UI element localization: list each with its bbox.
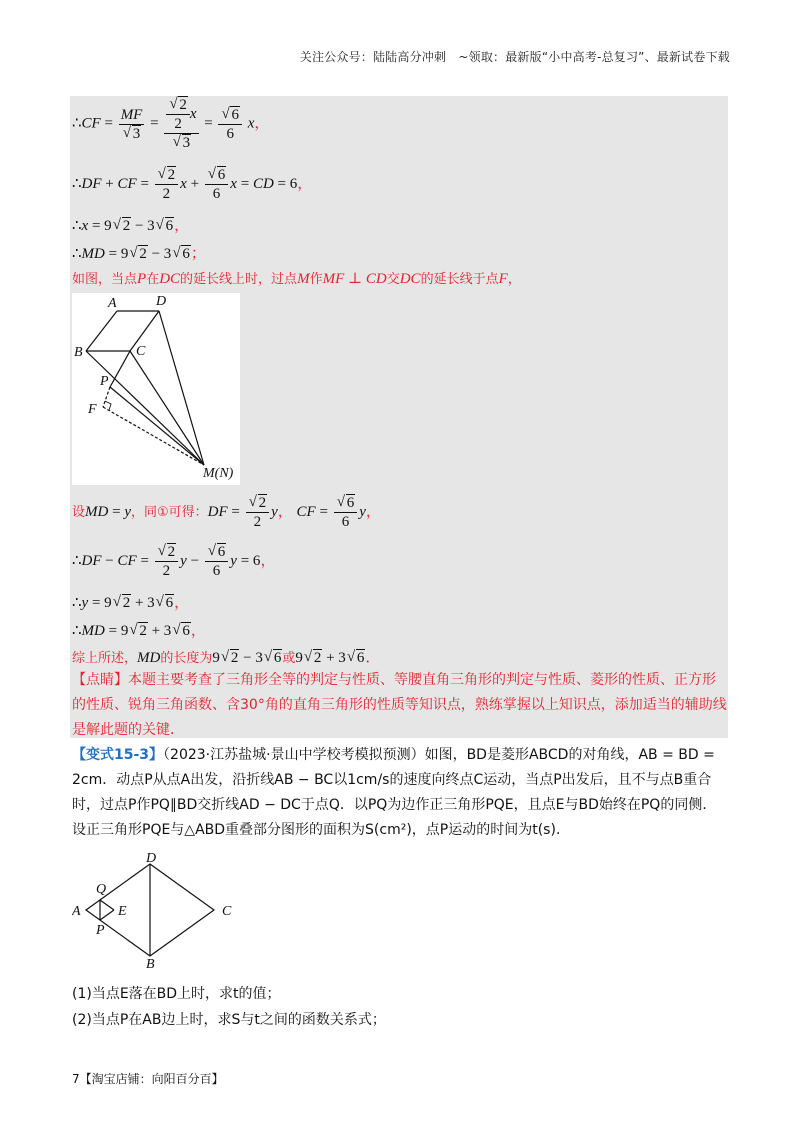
rhombus-square-figure bbox=[72, 293, 240, 485]
question-2: (2)当点P在AB边上时，求S与t之间的函数关系式； bbox=[72, 1012, 386, 1028]
comment-tag: 【点睛】 bbox=[72, 672, 128, 688]
page-footer bbox=[72, 1070, 224, 1087]
question-1: (1)当点E落在BD上时，求t的值； bbox=[72, 986, 281, 1002]
comment-text: 本题主要考查了三角形全等的判定与性质、等腰直角三角形的判定与性质、菱形的性质、正方形的性质、锐角三角函数、含30°角的直角三角形的性质等知识点，熟练掌握以上知识点，添加适当的辅助线是解此题的关键． bbox=[72, 672, 727, 738]
label-P: P bbox=[96, 923, 105, 938]
rhombus-figure bbox=[72, 850, 242, 970]
label-A: A bbox=[72, 904, 81, 919]
page-header: 关注公众号：陆陆高分冲刺 ~领取：最新版“小中高考-总复习”、最新试卷下载 bbox=[299, 50, 730, 64]
fraction: √ $\frac{2}{2}$ x √ 3 bbox=[164, 96, 198, 152]
df-plus-cf-line: ∴DF + CF = √ $\frac{2}{2}$ x + √ $\frac{6}{6}$ x = CD = 6， bbox=[72, 166, 312, 203]
md2-line: ∴MD = 9√ 2 + 3√ 6， bbox=[72, 619, 206, 640]
label-C: C bbox=[222, 904, 232, 919]
label-Q: Q bbox=[96, 882, 107, 897]
comment-paragraph bbox=[72, 668, 728, 743]
set-y-line: 设MD = y，同①可得：DF = √ $\frac{2}{2}$ y， CF = √ $\frac{6}{6}$ y， bbox=[72, 494, 381, 531]
label-B: B bbox=[146, 957, 155, 970]
label-A: A bbox=[108, 296, 117, 311]
cf-lhs: ∴CF = bbox=[72, 115, 117, 132]
fraction: MF √ 3 bbox=[119, 106, 145, 143]
problem-text: 如图，BD是菱形ABCD的对角线，AB = BD = 2cm．动点P从点A出发，沿折线AB − BC以1cm/s的速度向终点C运动，当点P出发后，且不与点B重合时，过点P作PQ∥BD交折线AD − DC于点Q．以PQ为边作正三角形PQE，且点E与BD始终在PQ的同侧．设正三角形PQE与△ABD重叠部分图形的面积为S(cm²)，点P运动的时间为t(s)． bbox=[72, 747, 717, 838]
problem-source: （2023·江苏盐城·景山中学校考模拟预测） bbox=[163, 747, 425, 763]
figure-2 bbox=[72, 850, 242, 970]
cf-line: ∴CF = MF √ 3 = √ $\frac{2}{2}$ x √ 3 = √ $\frac{6}{6}$ x， bbox=[72, 96, 269, 152]
label-P: P bbox=[100, 374, 109, 389]
md1-line: ∴MD = 9√ 2 − 3√ 6； bbox=[72, 242, 206, 263]
label-F: F bbox=[88, 402, 97, 417]
fraction: √ $\frac{6}{6}$ bbox=[218, 106, 242, 143]
case2-intro: 如图，当点P在DC的延长线上时，过点M作MF ⊥ CD交DC的延长线于点F， bbox=[72, 271, 521, 287]
df-minus-cf-line: ∴DF − CF = √ $\frac{2}{2}$ y − √ $\frac{6}{6}$ y = 6， bbox=[72, 543, 275, 580]
shop-name: 【淘宝店铺：向阳百分百】 bbox=[79, 1072, 224, 1086]
label-M: M(N) bbox=[203, 466, 234, 481]
summary-line: 综上所述，MD的长度为9√ 2 − 3√ 6或9√ 2 + 3√ 6． bbox=[72, 646, 380, 667]
label-D: D bbox=[146, 851, 157, 866]
page-number: 7 bbox=[72, 1072, 80, 1086]
label-C: C bbox=[136, 344, 146, 359]
problem-tag: 【变式15-3】 bbox=[72, 747, 164, 763]
label-E: E bbox=[118, 904, 127, 919]
y-value-line: ∴y = 9√ 2 + 3√ 6， bbox=[72, 591, 189, 612]
problem-paragraph bbox=[72, 743, 728, 843]
label-D: D bbox=[156, 294, 167, 309]
x-value-line: ∴x = 9√ 2 − 3√ 6， bbox=[72, 214, 189, 235]
figure-1 bbox=[72, 293, 240, 485]
label-B: B bbox=[74, 345, 83, 360]
